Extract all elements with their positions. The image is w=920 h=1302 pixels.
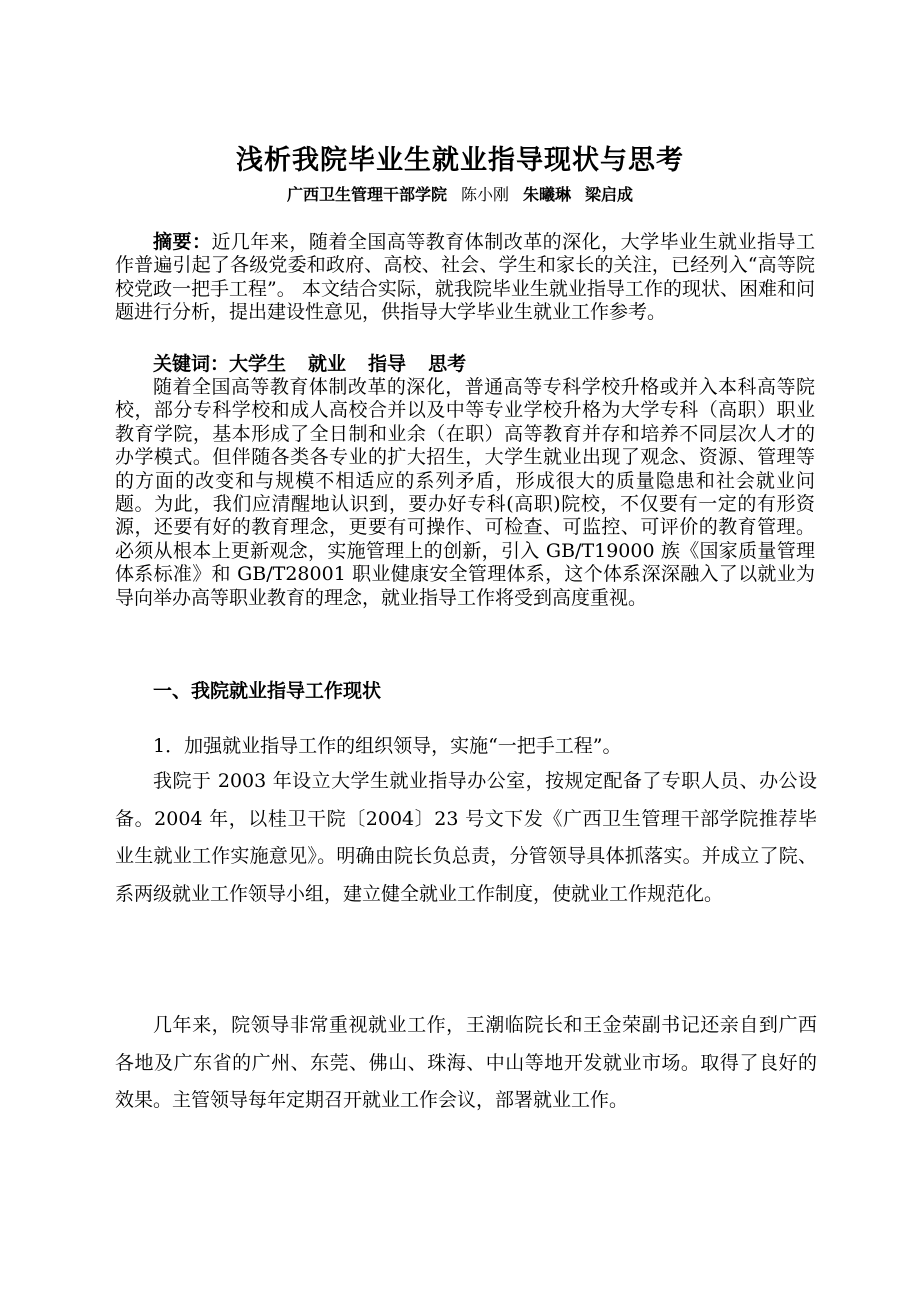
body-paragraph: 几年来，院领导非常重视就业工作，王潮临院长和王金荣副书记还亲自到广西各地及广东省的广州、东莞、佛山、珠海、中山等地开发就业市场。取得了良好的效果。主管领导每年定期召开就业工作会议，部署就业工作。 xyxy=(115,1014,817,1112)
keyword: 指导 xyxy=(368,353,407,375)
keywords-label: 关键词： xyxy=(153,353,230,375)
intro-paragraph: 随着全国高等教育体制改革的深化，普通高等专科学校升格或并入本科高等院校，部分专科学校和成人高校合并以及中等专业学校升格为大学专科（高职）职业教育学院，基本形成了全日制和业余（在职）高等教育并存和培养不同层次人才的办学模式。但伴随各类各专业的扩大招生，大学生就业出现了观念、资源、管理等的方面的改变和与规模不相适应的系列矛盾，形成很大的质量隐患和社会就业问题。为此，我们应清醒地认识到，要办好专科(高职)院校，不仅要有一定的有形资源，还要有好的教育理念，更要有可操作、可检查、可监控、可评价的教育管理。必须从根本上更新观念，实施管理上的创新，引入 GB/T19000 族《国家质量管理体系标准》和 GB/T28001 职业健康安全管理体系，这个体系深深融入了以就业为导向举办高等职业教育的理念，就业指导工作将受到高度重视。 xyxy=(115,376,815,609)
document-title: 浅析我院毕业生就业指导现状与思考 xyxy=(236,145,684,176)
byline xyxy=(0,182,920,205)
author-institution: 广西卫生管理干部学院 xyxy=(286,185,447,204)
keyword: 就业 xyxy=(308,353,347,375)
keyword: 思考 xyxy=(428,353,467,375)
abstract-label: 摘要： xyxy=(153,231,212,253)
author-name: 梁启成 xyxy=(585,185,634,204)
author-name: 朱曦琳 xyxy=(523,185,572,204)
abstract xyxy=(115,231,815,325)
subsection-heading: 1．加强就业指导工作的组织领导，实施“一把手工程”。 xyxy=(153,735,622,757)
body-paragraph: 我院于 2003 年设立大学生就业指导办公室，按规定配备了专职人员、办公设备。2004 年，以桂卫干院〔2004〕23 号文下发《广西卫生管理干部学院推荐毕业生就业工作实施意见》。明确由院长负总责，分管领导具体抓落实。并成立了院、系两级就业工作领导小组，建立健全就业工作制度，使就业工作规范化。 xyxy=(115,770,817,905)
section-heading: 一、我院就业指导工作现状 xyxy=(153,680,382,702)
keyword: 大学生 xyxy=(229,353,287,375)
keywords xyxy=(153,353,466,376)
abstract-text: 近几年来，随着全国高等教育体制改革的深化，大学毕业生就业指导工作普遍引起了各级党委和政府、高校、社会、学生和家长的关注，已经列入“高等院校党政一把手工程”。 本文结合实际，就我院毕业生就业指导工作的现状、困难和问题进行分析，提出建设性意见，供指导大学毕业生就业工作参考。 xyxy=(115,231,815,324)
author-name: 陈小刚 xyxy=(460,185,509,204)
